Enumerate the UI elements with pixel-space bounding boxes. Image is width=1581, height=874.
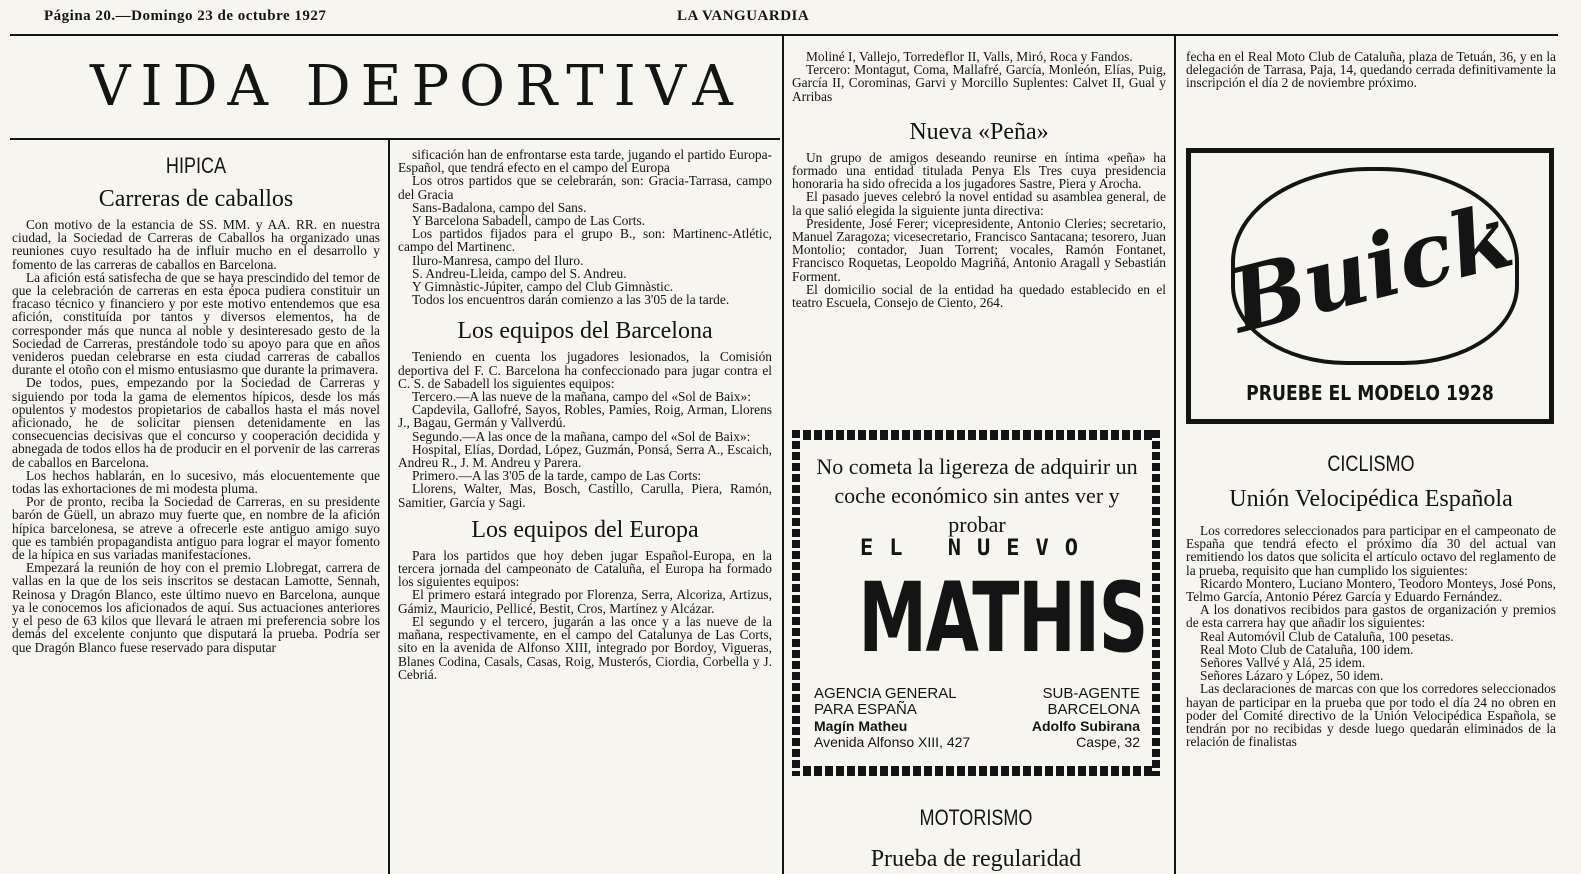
section-heading: HIPICA [165, 153, 227, 178]
ad-border [792, 430, 800, 776]
article-paragraph: La afición está satisfecha de que se haya prescindido del temor de que la celebración de carreras en esta época pudiera constituir un fracaso técnico y financiero y por este motivo entendemos que esa afición, constituída por tantos y diversos elementos, ha de corresponder más que nunca al noble y desinteresado gesto de la Sociedad de Carreras, prestándole todo su apoyo para que en años venideros puedan celebrarse en esta ciudad carreras de caballos durante el otoño con el mismo entusiasmo que durante la primavera. [12, 269, 380, 378]
article-paragraph: Iluro-Manresa, campo del Iluro. [412, 252, 584, 268]
newspaper-name: LA VANGUARDIA [677, 8, 810, 24]
article-paragraph: sificación han de enfrontarse esta tarde, jugando el partido Europa-Español, que tendrá efecto en el campo del Europa [398, 148, 772, 176]
article-paragraph: El primero estará integrado por Florenza, Serra, Alcoriza, Artizus, Gámiz, Mauricio, Pellicé, Bestit, Cros, Martínez y Alcázar. [398, 587, 772, 616]
ad-agent-right-name: Adolfo Subirana [1031, 718, 1140, 734]
article-title: Los equipos del Barcelona [457, 318, 713, 345]
column-hipica [12, 148, 380, 874]
masthead-rule [10, 138, 780, 140]
ad-agent-left-address: Avenida Alfonso XIII, 427 [814, 734, 971, 750]
ad-border [1152, 430, 1160, 776]
article-paragraph: Los corredores seleccionados para participar en el campeonato de España que tendrá efecto el próximo día 30 del actual van remitiendo los datos que solicita el artículo octavo del reglamento de la prueba, requisito que han cumplido los siguientes: [1186, 523, 1556, 578]
article-paragraph: Con motivo de la estancia de SS. MM. y AA. RR. en nuestra ciudad, la Sociedad de Carreras de Caballos ha organizado unas reuniones cuyo resultado ha de influir mucho en el desarrollo y fomento de las carreras de caballos en Barcelona. [12, 217, 380, 272]
column-divider [1174, 36, 1176, 874]
column-pena [792, 50, 1166, 430]
article-paragraph: Señores Lázaro y López, 50 idem. [1200, 668, 1384, 684]
article-title: Prueba de regularidad [870, 846, 1082, 872]
article-paragraph: Todos los encuentros darán comienzo a las 3'05 de la tarde. [412, 292, 730, 308]
buick-slogan: PRUEBE EL MODELO 1928 [1246, 381, 1494, 405]
section-heading: MOTORISMO [919, 805, 1033, 830]
article-paragraph: S. Andreu-Lleida, campo del S. Andreu. [412, 265, 627, 281]
article-title: Carreras de caballos [98, 186, 294, 212]
article-paragraph: Los hechos hablarán, en lo sucesivo, más elocuentemente que todas las exhortaciones de mi modesta pluma. [12, 467, 380, 497]
ad-subtitle: EL NUEVO [860, 536, 1094, 561]
article-paragraph: Señores Vallvé y Alá, 25 idem. [1200, 655, 1366, 671]
column-moto-end [1186, 50, 1556, 130]
article-paragraph: Los partidos fijados para el grupo B., son: Martinenc-Atlétic, campo del Martinenc. [398, 226, 772, 255]
article-paragraph: Un grupo de amigos deseando reunirse en íntima «peña» ha formado una entidad titulada Penya Els Tres cuya presidencia honoraria ha sido ofrecida a los jugadores Sastre, Piera y Arocha. [792, 149, 1166, 192]
article-paragraph: Los otros partidos que se celebrarán, son: Gracia-Tarrasa, campo del Gracia [398, 173, 772, 202]
article-title: Los equipos del Europa [471, 516, 699, 543]
buick-advertisement [1186, 148, 1554, 424]
article-paragraph: Real Moto Club de Cataluña, 100 idem. [1200, 641, 1414, 657]
article-title: Nueva «Peña» [909, 118, 1049, 145]
article-paragraph: fecha en el Real Moto Club de Cataluña, plaza de Tetuán, 36, y en la delegación de Tarrasa, Paja, 14, quedando cerrada definitivamente la inscripción el día 2 de noviembre próximo. [1186, 50, 1556, 91]
buick-logo: Buick [1219, 182, 1523, 354]
article-paragraph: Para los partidos que hoy deben jugar Español-Europa, en la tercera jornada del campeonato de Cataluña, el Europa ha formado los siguientes equipos: [398, 547, 772, 590]
article-paragraph: Presidente, José Ferer; vicepresidente, Antonio Cleries; secretario, Manuel Zaragoza; vicesecretario, Francisco Santacana; tesorero, Juan Montolio; contador, Juan Torrent; vocales, Ramón Fontanet, Francisco Roquetas, Leopoldo Magriñá, Antonio Aragall y Sebastián Forment. [792, 215, 1166, 284]
article-paragraph: A los donativos recibidos para gastos de organización y premios de esta carrera hay que añadir los siguientes: [1186, 602, 1556, 631]
article-paragraph: Capdevila, Gallofré, Sayos, Robles, Pamies, Roig, Arman, Llorens J., Bagau, Germán y Vallverdú. [398, 402, 772, 431]
article-paragraph: Teniendo en cuenta los jugadores lesionados, la Comisión deportiva del F. C. Barcelona ha confeccionado para jugar contra el C. S. de Sabadell los siguientes equipos: [398, 349, 772, 391]
column-futbol [398, 148, 772, 874]
section-heading: CICLISMO [1327, 451, 1415, 476]
article-paragraph: Ricardo Montero, Luciano Montero, Teodoro Monteys, José Pons, Telmo García, Antonio Pérez García y Eduardo Fernández. [1186, 575, 1556, 605]
article-paragraph: Primero.—A las 3'05 de la tarde, campo de Las Corts: [412, 468, 702, 484]
article-paragraph: Real Automóvil Club de Cataluña, 100 pesetas. [1200, 628, 1454, 644]
ad-agency-right: SUB-AGENTE BARCELONA [1042, 685, 1140, 718]
column-ciclismo [1186, 446, 1556, 874]
article-paragraph: El pasado jueves celebró la novel entidad su asamblea general, de la que salió elegida la siguiente junta directiva: [792, 189, 1166, 218]
ad-agent-left-name: Magín Matheu [814, 718, 908, 734]
article-paragraph: Y Gimnàstic-Júpiter, campo del Club Gimnàstic. [412, 279, 674, 295]
article-paragraph: Por de pronto, reciba la Sociedad de Carreras, en su presidente barón de Güell, un abrazo muy fuerte que, en nombre de la afición hípica barcelonesa, se atreve a ofrecerle este antiguo amigo suyo que es también propagandista antiguo para lograr el mayor fomento de la hípica en sus variadas manifestaciones. [12, 494, 380, 563]
ad-brand: MATHIS [858, 562, 1147, 674]
article-paragraph: Moliné I, Vallejo, Torredeflor II, Valls, Miró, Roca y Fandos. [806, 50, 1133, 64]
article-paragraph: El segundo y el tercero, jugarán a las once y a las nueve de la mañana, respectivamente, en el campo del Catalunya de Las Corts, sito en la avenida de Alfonso XIII, integrado por Bordoy, Vigueras, Blanes Codina, Casals, Casas, Roig, Musterós, Ciordia, Corbella y J. Cebriá. [398, 613, 772, 682]
article-paragraph: Llorens, Walter, Mas, Bosch, Castillo, Carulla, Piera, Ramón, Samitier, García y Sagi. [398, 481, 772, 510]
page-date: Página 20.—Domingo 23 de octubre 1927 [44, 8, 327, 24]
article-title: Unión Velocipédica Española [1229, 486, 1513, 512]
article-paragraph: Empezará la reunión de hoy con el premio Llobregat, carrera de vallas en la que de los seis inscritos se destacan Lamotte, Sennah, Reinosa y Dragón Blanco, este último nuevo en Barcelona, aunque ya le conocemos los aficionados de aquí. Sus actuaciones anteriores y el peso de 63 kilos que llevará le atraen mi preferencia sobre los demás del excelente conjunto que disputará la prueba. Podría ser que Dragón Blanco fuese reservado para disputar [12, 560, 380, 655]
article-paragraph: Y Barcelona Sabadell, campo de Las Corts. [412, 213, 646, 229]
ad-agent-right-address: Caspe, 32 [1076, 734, 1140, 750]
column-divider [388, 140, 390, 874]
ad-border [792, 430, 1160, 440]
ad-border [792, 766, 1160, 776]
article-paragraph: Sans-Badalona, campo del Sans. [412, 199, 587, 215]
article-paragraph: Tercero: Montagut, Coma, Mallafré, García, Monleón, Elías, Puig, García II, Corominas, Garvi y Morcillo Suplentes: Calvet II, Gual y Arribas [792, 62, 1166, 104]
article-paragraph: Hospital, Elías, Dordad, López, Guzmán, Ponsá, Serra A., Escaich, Andreu R., J. M. Andreu y Parera. [398, 441, 772, 471]
header-rule [10, 34, 1558, 36]
section-masthead: VIDA DEPORTIVA [90, 54, 743, 119]
mathis-advertisement [792, 430, 1160, 776]
article-paragraph: De todos, pues, empezando por la Sociedad de Carreras y siguiendo por toda la gama de elementos hípicos, desde los más opulentos y modestos propietarios de caballos hasta el más novel aficionado, he de solicitar piensen detenidamente en las consecuencias decisivas que el concurso y cooperación decidida y abnegada de todos ellos ha de producir en el porvenir de las carreras de caballos en Barcelona. [12, 375, 380, 470]
article-paragraph: Las declaraciones de marcas con que los corredores seleccionados hayan de participar en la prueba que por todo el día 24 no obren en poder del Comité directivo de la Unión Velocipédica Española, se tendrán por no recibidas y desde luego quedarán eliminados de la relación de finalistas [1186, 681, 1556, 750]
article-paragraph: Segundo.—A las once de la mañana, campo del «Sol de Baix»: [412, 428, 751, 444]
ad-agency-left: AGENCIA GENERAL PARA ESPAÑA [814, 685, 957, 718]
article-paragraph: Tercero.—A las nueve de la mañana, campo del «Sol de Baix»: [412, 389, 751, 405]
column-divider [782, 36, 784, 874]
article-paragraph: El domicilio social de la entidad ha quedado establecido en el teatro Escuela, Consejo de Ciento, 264. [792, 281, 1166, 311]
ad-slogan: No cometa la ligereza de adquirir un coche económico sin antes ver y probar [816, 454, 1138, 537]
